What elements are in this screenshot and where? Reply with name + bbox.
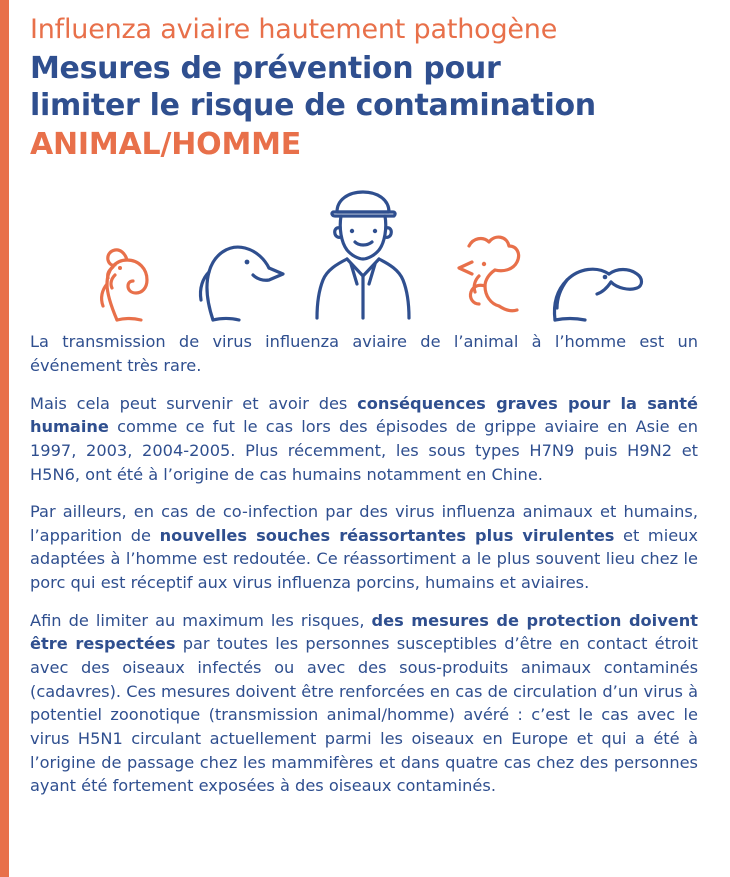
paragraph-4-text-a: Afin de limiter au maximum les risques,	[30, 610, 372, 630]
farmer-worker-icon	[297, 184, 429, 324]
paragraph-3-text-a: Par ailleurs, en cas de co-infection par des virus influenza animaux et humains, l’apparition de	[30, 502, 698, 545]
paragraph-1-text: La transmission de virus influenza aviaire de l’animal à l’homme est un événement très rare.	[30, 332, 698, 375]
goose-head-icon	[179, 224, 287, 324]
page-subtitle: ANIMAL/HOMME	[30, 126, 302, 162]
page-title-line-2: limiter le risque de contamination	[30, 87, 596, 123]
illustration-strip	[30, 174, 712, 324]
paragraph-2-text-c: comme ce fut le cas lors des épisodes de grippe aviaire en Asie en 1997, 2003, 2004-2005. Plus récemment, les sous types H7N9 puis H9N2 et H5N6, ont été à l’origine de cas humains notamment en Chine.	[30, 417, 698, 484]
paragraph-3-text-c: et mieux adaptées à l’homme est redoutée. Ce réassortiment a le plus souvent lieu chez le porc qui est réceptif aux virus influenza porcins, humains et aviaires.	[30, 525, 698, 593]
rooster-head-icon	[439, 224, 531, 324]
page-title	[30, 51, 712, 125]
paragraph-4	[30, 609, 698, 798]
eyebrow-text: Influenza aviaire hautement pathogène	[30, 14, 558, 45]
document-header	[30, 0, 712, 162]
paragraph-3	[30, 500, 698, 595]
paragraph-3-highlight: nouvelles souches réassortantes plus virulentes	[159, 525, 615, 545]
paragraph-4-highlight: des mesures de protection doivent être respectées	[30, 610, 698, 654]
paragraph-2-highlight: conséquences graves pour la santé humaine	[30, 393, 698, 437]
paragraph-1	[30, 330, 698, 377]
left-accent-bar	[0, 0, 9, 877]
turkey-head-icon	[91, 234, 169, 324]
paragraph-4-text-c: par toutes les personnes susceptibles d’être en contact étroit avec des oiseaux infectés ou avec des sous-produits animaux contaminés (cadavres). Ces mesures doivent être renforcées en cas de circulation d’un virus à potentiel zoonotique (transmission animal/homme) avéré : c’est le cas avec le virus H5N1 circulant actuellement parmi les oiseaux en Europe et qui a été à l’origine de passage chez les mammifères et dans quatre cas chez des personnes ayant été fortement exposées à des oiseaux contaminés.	[30, 634, 699, 796]
page-title-line-1: Mesures de prévention pour	[30, 51, 501, 87]
body-copy	[30, 330, 712, 798]
duck-head-icon	[541, 232, 651, 324]
paragraph-2	[30, 392, 698, 487]
paragraph-2-text-a: Mais cela peut survenir et avoir des	[30, 393, 358, 413]
